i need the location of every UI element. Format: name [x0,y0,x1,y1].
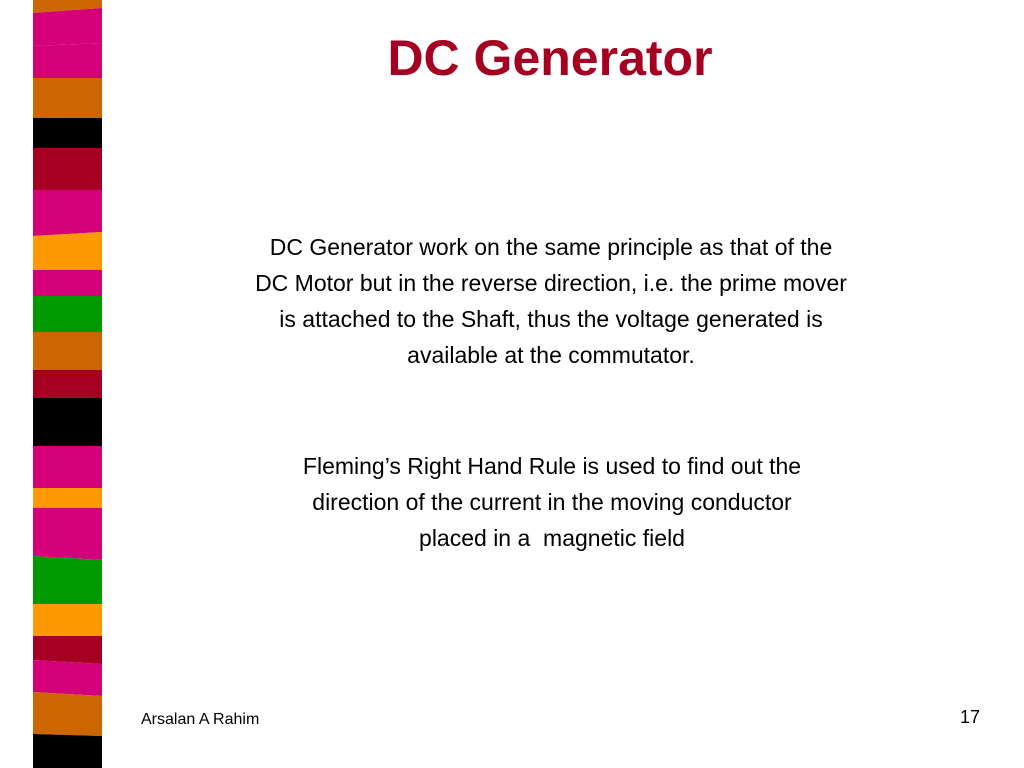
principle-line-1: DC Generator work on the same principle as that of the [269,234,833,260]
flemings-rule-paragraph [200,448,904,556]
principle-line-3: is attached to the Shaft, thus the voltage generated is [279,306,823,332]
slide-number: 17 [959,707,981,727]
decorative-stripe-bar [0,0,110,768]
principle-line-4: available at the commutator. [407,342,695,368]
footer-author: Arsalan A Rahim [141,711,260,728]
rule-line-1: Fleming’s Right Hand Rule is used to find out the [302,453,802,479]
slide-title: DC Generator [387,30,713,86]
principle-paragraph [160,229,942,373]
principle-line-2: DC Motor but in the reverse direction, i.e. the prime mover [255,270,847,296]
rule-line-2: direction of the current in the moving conductor [312,489,792,515]
rule-line-3: placed in a magnetic field [419,525,685,551]
